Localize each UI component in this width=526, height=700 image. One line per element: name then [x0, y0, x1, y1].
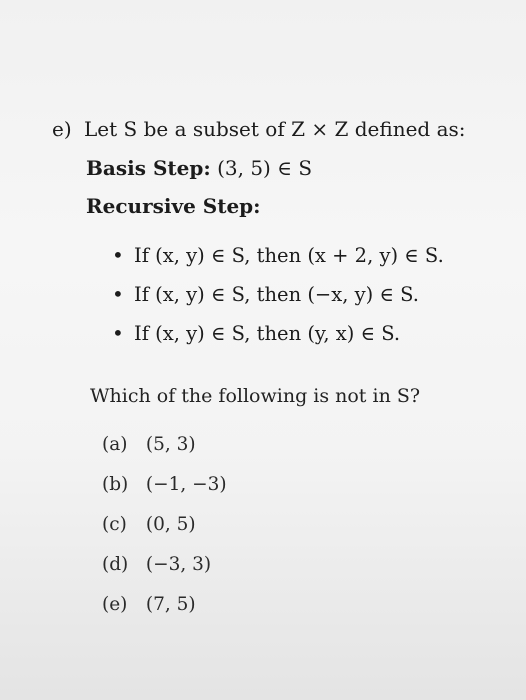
- problem-heading: [52, 117, 466, 141]
- option-label: (e): [102, 594, 128, 615]
- option-label: (d): [102, 554, 129, 575]
- recursive-rules-list: [112, 244, 444, 361]
- recursive-step-label: Recursive Step:: [86, 194, 261, 218]
- basis-step: [86, 156, 312, 180]
- option-value: (0, 5): [145, 514, 196, 535]
- rule-text: If (x, y) ∈ S, then (x + 2, y) ∈ S.: [134, 244, 444, 267]
- rule-text: If (x, y) ∈ S, then (y, x) ∈ S.: [134, 322, 401, 345]
- bullet-icon: •: [112, 243, 124, 267]
- bullet-icon: •: [112, 321, 124, 345]
- basis-step-text: (3, 5) ∈ S: [217, 156, 313, 180]
- option-label: (c): [102, 514, 127, 535]
- problem-label: e): [52, 117, 72, 141]
- answer-option: [102, 594, 227, 634]
- answer-option: [102, 434, 227, 474]
- option-label: (a): [102, 434, 128, 455]
- answer-option: [102, 474, 227, 514]
- answer-option: [102, 554, 227, 594]
- answer-options-list: [102, 434, 227, 634]
- option-value: (5, 3): [145, 434, 196, 455]
- option-label: (b): [102, 474, 129, 495]
- recursive-rule: [112, 322, 444, 361]
- option-value: (−3, 3): [145, 554, 212, 575]
- recursive-rule: [112, 244, 444, 283]
- question-text: Which of the following is not in S?: [90, 385, 421, 407]
- basis-step-label: Basis Step:: [86, 156, 211, 180]
- bullet-icon: •: [112, 282, 124, 306]
- option-value: (−1, −3): [145, 474, 227, 495]
- rule-text: If (x, y) ∈ S, then (−x, y) ∈ S.: [134, 283, 419, 306]
- option-value: (7, 5): [145, 594, 196, 615]
- problem-intro: Let S be a subset of Z × Z defined as:: [84, 117, 466, 141]
- answer-option: [102, 514, 227, 554]
- recursive-rule: [112, 283, 444, 322]
